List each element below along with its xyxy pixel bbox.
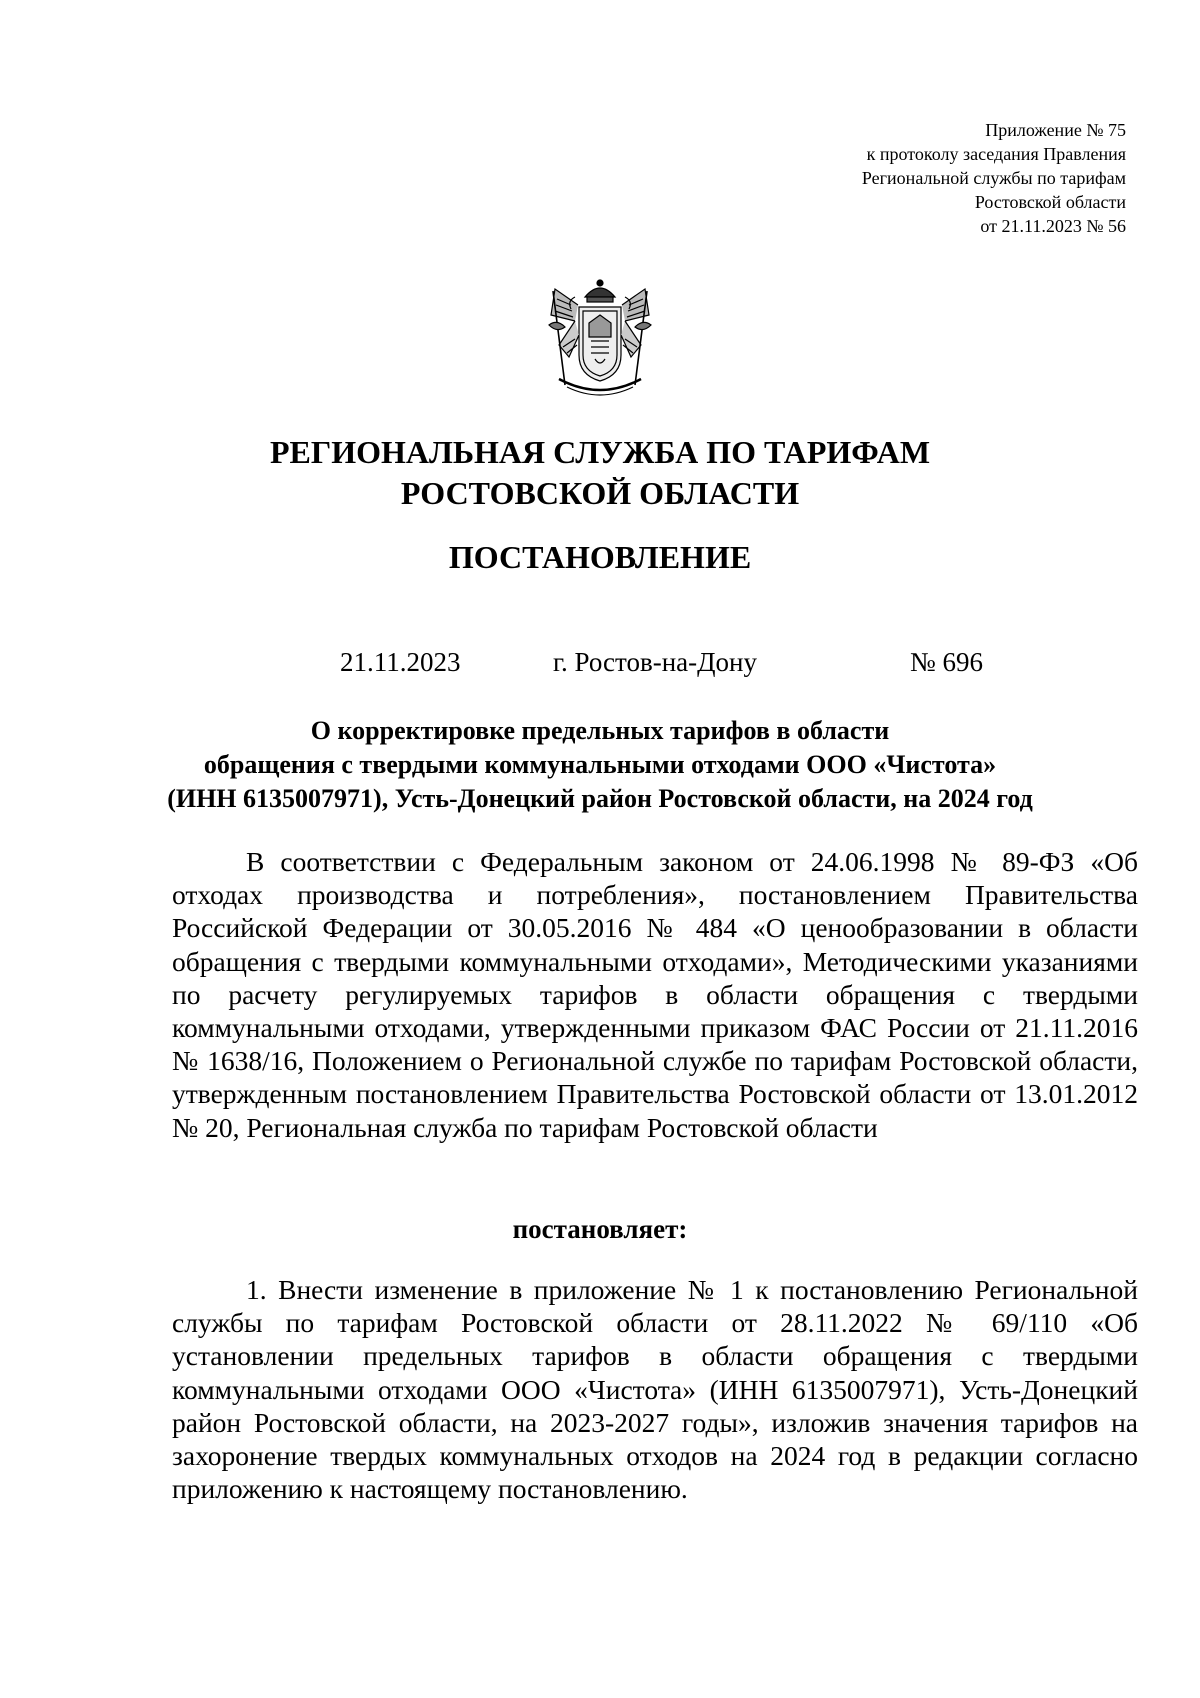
clause-1-paragraph: 1. Внести изменение в приложение № 1 к постановлению Региональной службы по тарифам Ростовской области от 28.11.2022 № 69/110 «Об установлении предельных тарифов в области обращения с твердыми коммунальными отходами ООО «Чистота» (ИНН 6135007971), Усть-Донецкий район Ростовской области, на 2023-2027 годы», изложив значения тарифов на захоронение твердых коммунальных отходов на 2024 год в редакции согласно приложению к настоящему постановлению. bbox=[172, 1274, 1138, 1505]
appendix-line: к протоколу заседания Правления bbox=[866, 144, 1126, 164]
rostov-oblast-coat-of-arms-icon bbox=[545, 275, 655, 403]
organization-name bbox=[0, 432, 1200, 514]
organization-name-line: РОСТОВСКОЙ ОБЛАСТИ bbox=[400, 475, 800, 511]
subject-line: (ИНН 6135007971), Усть-Донецкий район Ростовской области, на 2024 год bbox=[167, 784, 1033, 813]
document-number: № 696 bbox=[910, 647, 984, 677]
appendix-line: от 21.11.2023 № 56 bbox=[980, 216, 1126, 236]
organization-name-line: РЕГИОНАЛЬНАЯ СЛУЖБА ПО ТАРИФАМ bbox=[269, 434, 931, 470]
document-type: ПОСТАНОВЛЕНИЕ bbox=[448, 539, 752, 575]
appendix-line: Приложение № 75 bbox=[985, 120, 1126, 140]
appendix-line: Ростовской области bbox=[974, 192, 1126, 212]
document-date: 21.11.2023 bbox=[340, 647, 461, 677]
document-city: г. Ростов-на-Дону bbox=[553, 647, 758, 677]
preamble-paragraph: В соответствии с Федеральным законом от 24.06.1998 № 89-ФЗ «Об отходах производства и потребления», постановлением Правительства Российской Федерации от 30.05.2016 № 484 «О ценообразовании в области обращения с твердыми коммунальными отходами», Методическими указаниями по расчету регулируемых тарифов в области обращения с твердыми коммунальными отходами, утвержденными приказом ФАС России от 21.11.2016 № 1638/16, Положением о Региональной службе по тарифам Ростовской области, утвержденным постановлением Правительства Ростовской области от 13.01.2012 № 20, Региональная служба по тарифам Ростовской области bbox=[172, 846, 1138, 1143]
document-subject bbox=[0, 714, 1200, 816]
subject-line: обращения с твердыми коммунальными отходами ООО «Чистота» bbox=[203, 750, 997, 779]
appendix-line: Региональной службы по тарифам bbox=[861, 168, 1126, 188]
decree-word: постановляет: bbox=[512, 1214, 688, 1244]
subject-line: О корректировке предельных тарифов в области bbox=[310, 716, 890, 745]
appendix-note bbox=[862, 118, 1126, 238]
